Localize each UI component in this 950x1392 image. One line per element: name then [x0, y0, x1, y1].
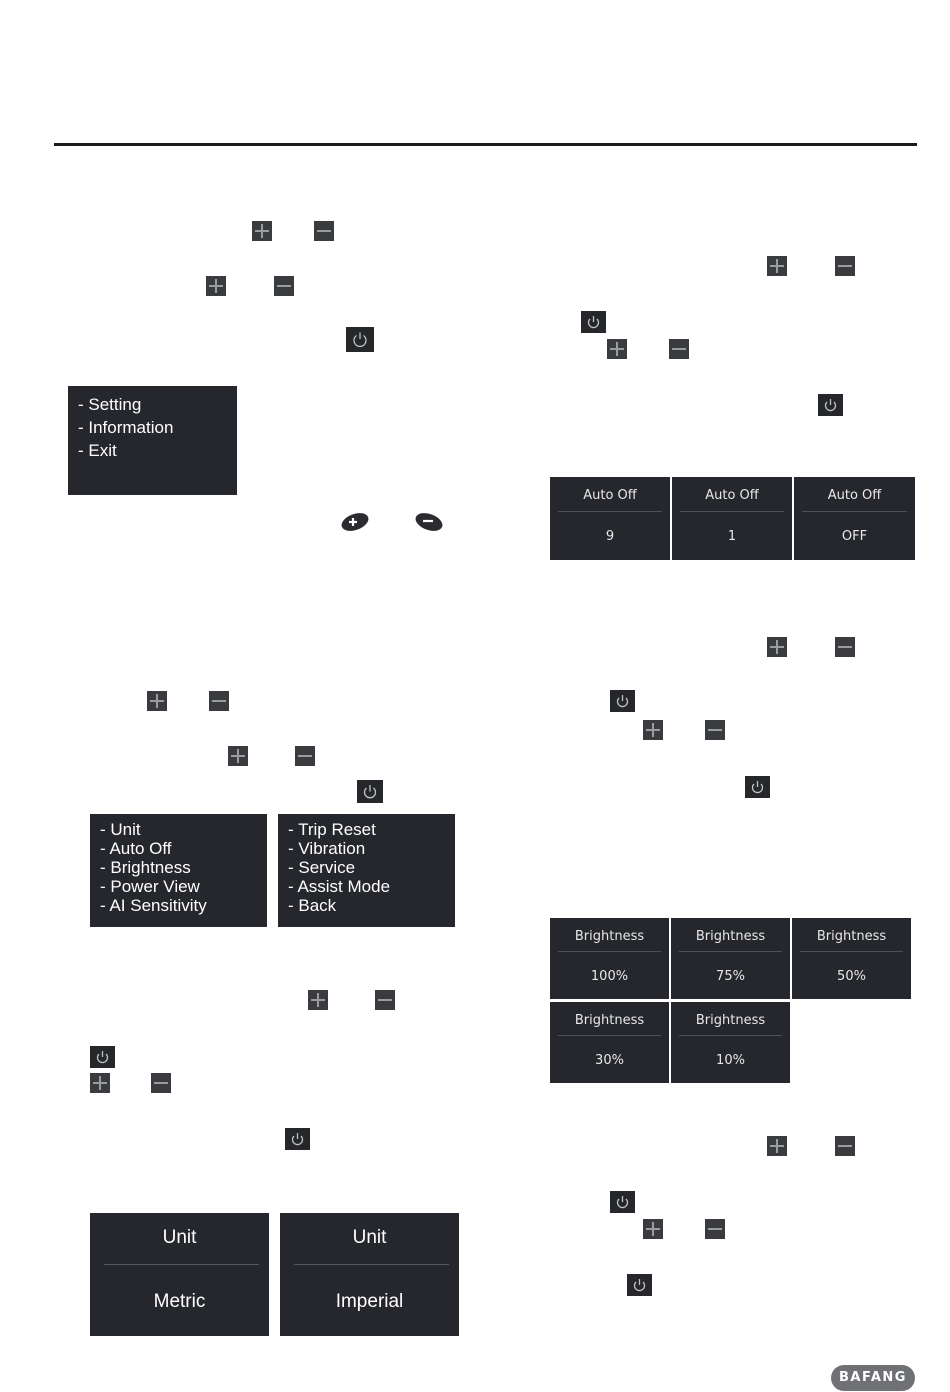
minus-button-icon [274, 276, 294, 296]
minus-button-icon [835, 637, 855, 657]
unit-label: Unit [162, 1227, 197, 1248]
tile-value: 10% [716, 1053, 745, 1068]
brightness-tile [671, 1002, 790, 1083]
tile-divider [800, 951, 903, 952]
minus-button-icon [705, 720, 725, 740]
settings-item: - Service [288, 858, 356, 877]
tile-divider [680, 511, 784, 512]
plus-button-icon [228, 746, 248, 766]
plus-button-icon [643, 1219, 663, 1239]
plus-button-icon [308, 990, 328, 1010]
settings-item: - Auto Off [100, 839, 172, 858]
settings-menu-right [278, 814, 455, 927]
power-button-icon [610, 690, 635, 712]
tile-label: Auto Off [583, 488, 637, 503]
main-menu-panel [68, 386, 237, 495]
tile-label: Brightness [574, 929, 645, 944]
minus-button-icon [209, 691, 229, 711]
bafang-logo: BAFANG [831, 1365, 915, 1391]
unit-metric-tile [90, 1213, 269, 1336]
tile-label: Brightness [574, 1013, 645, 1028]
tile-divider [558, 951, 661, 952]
tile-divider [558, 511, 662, 512]
power-button-icon [627, 1274, 652, 1296]
power-button-icon [818, 394, 843, 416]
minus-button-icon [669, 339, 689, 359]
main-menu-item: - Setting [78, 395, 142, 414]
tile-label: Brightness [816, 929, 887, 944]
plus-button-icon [90, 1073, 110, 1093]
tile-label: Brightness [695, 929, 766, 944]
tile-label: Auto Off [827, 488, 882, 503]
header-rule [54, 143, 917, 146]
minus-button-icon [705, 1219, 725, 1239]
tile-value: OFF [841, 529, 868, 544]
tile-value: 75% [716, 969, 745, 984]
tile-value: 1 [727, 529, 737, 544]
power-button-icon [90, 1046, 115, 1068]
tile-divider [558, 1035, 661, 1036]
settings-item: - AI Sensitivity [100, 896, 207, 915]
plus-button-icon [767, 637, 787, 657]
tile-value: 100% [590, 969, 629, 984]
tile-divider [294, 1264, 449, 1265]
settings-item: - Unit [100, 820, 141, 839]
brightness-tile [671, 918, 790, 999]
plus-button-icon [643, 720, 663, 740]
main-menu-item: - Exit [78, 441, 117, 460]
unit-value: Metric [153, 1291, 206, 1312]
tile-divider [679, 951, 782, 952]
minus-button-icon [835, 1136, 855, 1156]
plus-button-icon [767, 1136, 787, 1156]
auto-off-tile [794, 477, 915, 560]
power-button-icon [357, 780, 383, 803]
brightness-tile [550, 918, 669, 999]
oval-plus-button-icon [340, 512, 370, 532]
plus-button-icon [767, 256, 787, 276]
oval-minus-button-icon [414, 512, 444, 532]
settings-item: - Trip Reset [288, 820, 376, 839]
tile-value: 9 [605, 529, 615, 544]
settings-item: - Power View [100, 877, 200, 896]
main-menu-item: - Information [78, 418, 174, 437]
tile-label: Auto Off [705, 488, 759, 503]
tile-divider [104, 1264, 259, 1265]
tile-label: Brightness [695, 1013, 766, 1028]
unit-imperial-tile [280, 1213, 459, 1336]
unit-label: Unit [352, 1227, 387, 1248]
settings-item: - Vibration [288, 839, 366, 858]
power-button-icon [285, 1128, 310, 1150]
plus-button-icon [206, 276, 226, 296]
minus-button-icon [295, 746, 315, 766]
power-button-icon [610, 1191, 635, 1213]
brightness-tile [792, 918, 911, 999]
power-button-icon [745, 776, 770, 798]
settings-menu-left [90, 814, 267, 927]
power-button-icon [346, 327, 374, 352]
minus-button-icon [151, 1073, 171, 1093]
settings-item: - Assist Mode [288, 877, 391, 896]
plus-button-icon [607, 339, 627, 359]
tile-divider [802, 511, 907, 512]
minus-button-icon [375, 990, 395, 1010]
plus-button-icon [252, 221, 272, 241]
power-button-icon [581, 311, 606, 333]
auto-off-tile [672, 477, 792, 560]
minus-button-icon [314, 221, 334, 241]
tile-value: 50% [837, 969, 866, 984]
plus-button-icon [147, 691, 167, 711]
tile-divider [679, 1035, 782, 1036]
auto-off-tile [550, 477, 670, 560]
settings-item: - Brightness [100, 858, 191, 877]
minus-button-icon [835, 256, 855, 276]
settings-item: - Back [288, 896, 337, 915]
unit-value: Imperial [335, 1291, 404, 1312]
tile-value: 30% [595, 1053, 624, 1068]
brightness-tile [550, 1002, 669, 1083]
